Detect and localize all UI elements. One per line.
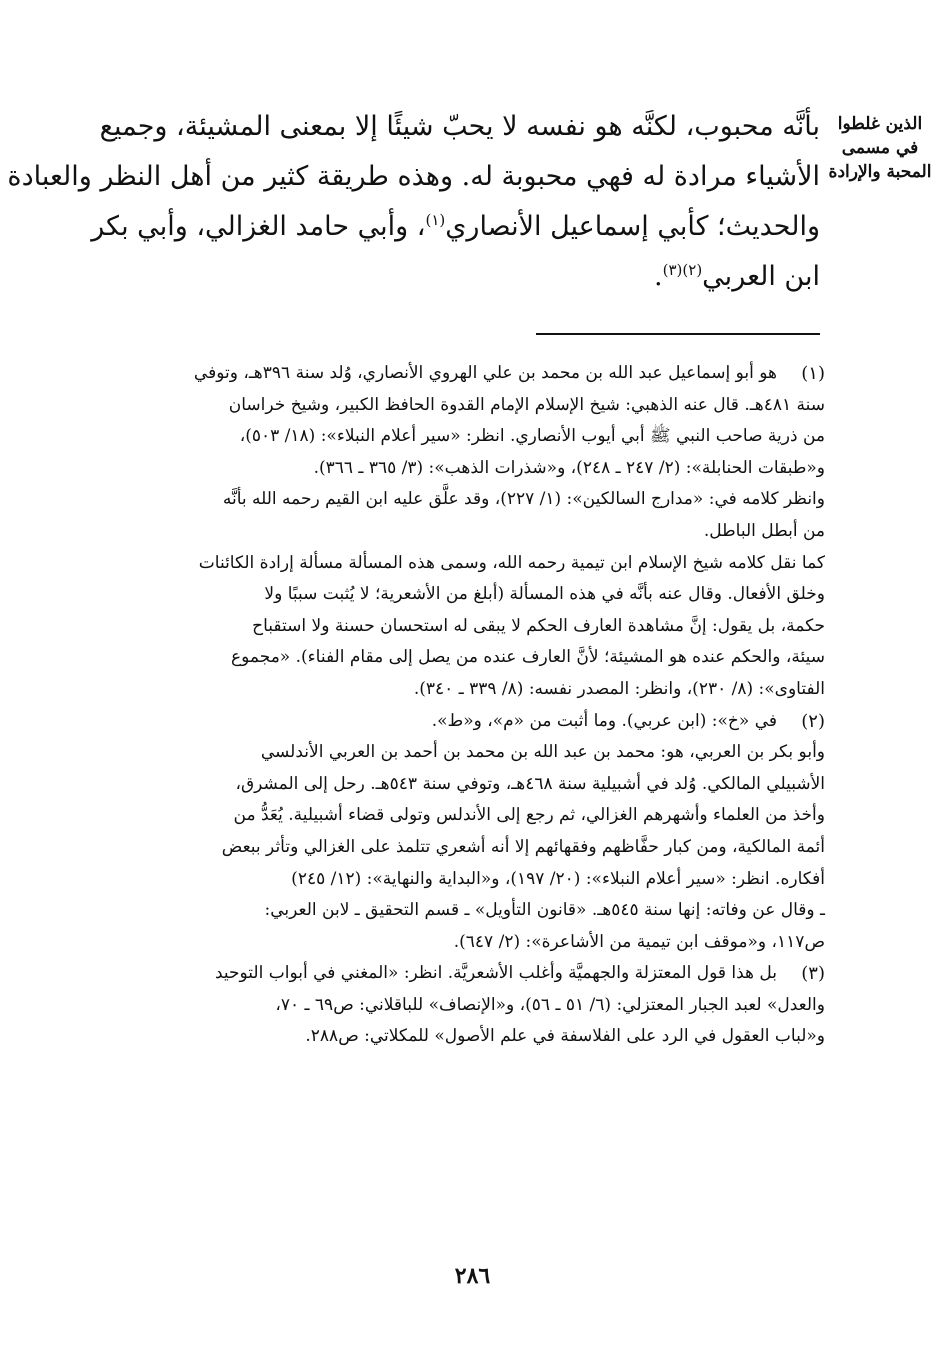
- footnote-line: أفكاره. انظر: «سير أعلام النبلاء»: (٢٠/ ١٩٧)، و«البداية والنهاية»: (١٢/ ٢٤٥): [291, 868, 825, 889]
- footnote-line: وانظر كلامه في: «مدارج السالكين»: (١/ ٢٢٧)، وقد علَّق عليه ابن القيم رحمه الله بأنَّه: [222, 489, 825, 510]
- footnote-line: والعدل» لعبد الجبار المعتزلي: (٦/ ٥١ ـ ٥٦)، و«الإنصاف» للباقلاني: ص٦٩ ـ ٧٠،: [275, 994, 825, 1015]
- margin-heading-line: في مسمى: [841, 138, 919, 158]
- main-line: بأنَّه محبوب، لكنَّه هو نفسه لا يحبّ شيئًا إلا بمعنى المشيئة، وجميع: [99, 111, 820, 142]
- footnote-line: الأشبيلي المالكي. وُلد في أشبيلية سنة ٤٦٨هـ، وتوفي سنة ٥٤٣هـ. رحل إلى المشرق،: [235, 773, 825, 794]
- footnote-line: سيئة، والحكم عنده هو المشيئة؛ لأنَّ العارف عنده من يصل إلى مقام الفناء). «مجموع: [230, 647, 825, 668]
- footnote-number: (١): [801, 363, 825, 384]
- footnote-number: (٢): [801, 710, 825, 732]
- footnote-line: وخلق الأفعال. وقال عنه بأنَّه في هذه المسألة (أبلغ من الأشعرية؛ لا يُثبت سببًا ولا: [264, 584, 825, 605]
- footnote-line: و«لباب العقول في الرد على الفلاسفة في علم الأصول» للمكلاتي: ص٢٨٨.: [305, 1026, 825, 1047]
- main-line-part: .: [654, 261, 663, 292]
- main-line: الأشياء مرادة له فهي محبوبة له. وهذه طريقة كثير من أهل النظر والعبادة: [7, 161, 820, 192]
- margin-heading-line: المحبة والإرادة: [828, 162, 932, 182]
- main-line: [108, 252, 820, 302]
- footnote-line: حكمة، بل يقول: إنَّ مشاهدة العارف الحكم لا يبقى له استحسان حسنة ولا استقباح: [252, 615, 825, 636]
- footnote-line: في «خ»: (ابن عربي). وما أثبت من «م»، و«ط».: [431, 710, 777, 731]
- footnote-line: وأبو بكر بن العربي، هو: محمد بن عبد الله بن محمد بن أحمد بن العربي الأندلسي: [260, 742, 825, 763]
- footnote-line: من أبطل الباطل.: [703, 520, 825, 541]
- main-line: [91, 202, 820, 252]
- footnote-number: (٣): [801, 963, 825, 985]
- footnote-line: ـ وقال عن وفاته: إنها سنة ٥٤٥هـ. «قانون التأويل» ـ قسم التحقيق ـ لابن العربي:: [264, 900, 825, 921]
- footnote-line: ص١١٧، و«موقف ابن تيمية من الأشاعرة»: (٢/ ٦٤٧).: [453, 931, 825, 952]
- footnote: [107, 958, 825, 1053]
- footnote-marker[interactable]: (١): [425, 211, 446, 229]
- footnote-line: الفتاوى»: (٨/ ٢٣٠)، وانظر: المصدر نفسه: (٨/ ٣٣٩ ـ ٣٤٠).: [413, 678, 825, 699]
- footnote-line: كما نقل كلامه شيخ الإسلام ابن تيمية رحمه الله، وسمى هذه المسألة مسألة إرادة الكائنات: [198, 552, 825, 573]
- footnote-line: و«طبقات الحنابلة»: (٢/ ٢٤٧ ـ ٢٤٨)، و«شذرات الذهب»: (٣/ ٣٦٥ ـ ٣٦٦).: [313, 457, 825, 478]
- footnote-line: وأخذ من العلماء وأشهرهم الغزالي، ثم رجع إلى الأندلس وتولى قضاء أشبيلية. يُعَدُّ من: [233, 805, 825, 826]
- footnote-line: هو أبو إسماعيل عبد الله بن محمد بن علي الهروي الأنصاري، وُلد سنة ٣٩٦هـ، وتوفي: [193, 363, 777, 383]
- main-paragraph: [7, 102, 820, 302]
- footnote: [107, 358, 825, 706]
- footnote-line: سنة ٤٨١هـ. قال عنه الذهبي: شيخ الإسلام الإمام القدوة الحافظ الكبير، وشيخ خراسان: [228, 394, 825, 415]
- footnote-line: من ذرية صاحب النبي ﷺ أبي أيوب الأنصاري. انظر: «سير أعلام النبلاء»: (١٨/ ٥٠٣)،: [239, 426, 825, 447]
- footnote: [107, 706, 825, 959]
- footnote-marker[interactable]: (٢)(٣): [662, 261, 703, 279]
- main-line-part: ابن العربي: [702, 261, 820, 292]
- footnotes-section: [107, 358, 825, 1053]
- footnote-line: بل هذا قول المعتزلة والجهميَّة وأغلب الأشعريَّة. انظر: «المغني في أبواب التوحيد: [214, 963, 777, 984]
- footnote-separator: [536, 333, 820, 335]
- main-line-part: ، وأبي حامد الغزالي، وأبي بكر: [91, 211, 426, 242]
- main-line-part: والحديث؛ كأبي إسماعيل الأنصاري: [445, 211, 820, 242]
- margin-heading-line: الذين غلطوا: [837, 114, 923, 134]
- page-number: ٢٨٦: [454, 1263, 491, 1289]
- margin-heading: [825, 112, 935, 184]
- footnote-line: أئمة المالكية، ومن كبار حفَّاظهم وفقهائهم إلا أنه أشعري تتلمذ على الغزالي وتأثر ببعض: [221, 836, 825, 857]
